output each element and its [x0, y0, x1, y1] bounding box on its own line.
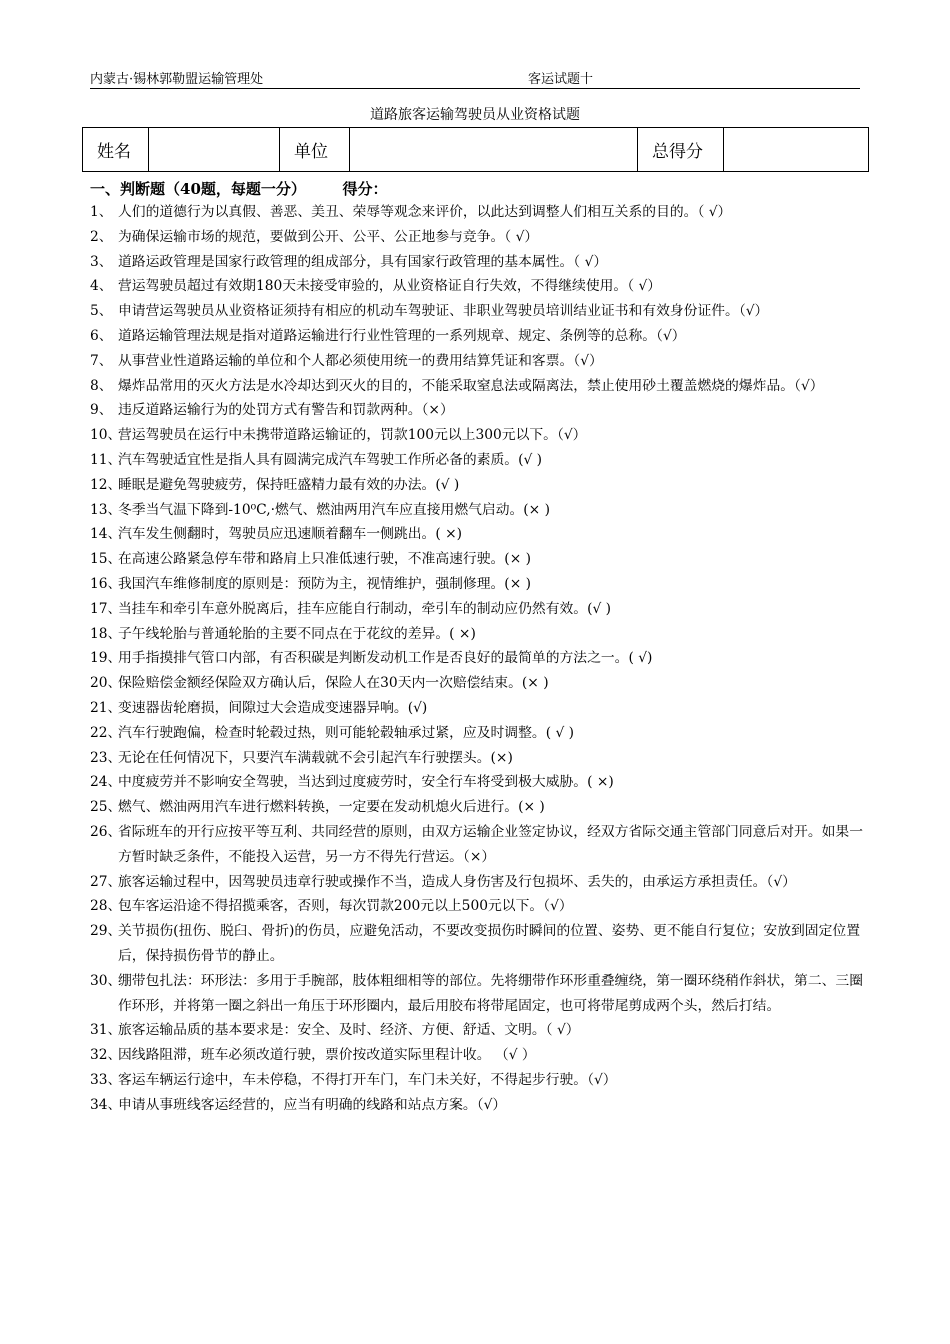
question-number: 7、	[90, 352, 113, 369]
question-item	[90, 398, 870, 423]
question-number: 9、	[90, 402, 113, 419]
question-item	[90, 1068, 870, 1093]
question-text: 道路运政管理是国家行政管理的组成部分，具有国家行政管理的基本属性。（ √）	[118, 253, 608, 270]
question-text: 从事营业性道路运输的单位和个人都必须使用统一的费用结算凭证和客票。（√）	[118, 352, 603, 369]
question-text: 旅客运输品质的基本要求是：安全、及时、经济、方便、舒适、文明。（ √）	[118, 1022, 580, 1039]
question-text: 营运驾驶员在运行中未携带道路运输证的，罚款100元以上300元以下。（√）	[118, 427, 587, 444]
question-text: 子午线轮胎与普通轮胎的主要不同点在于花纹的差异。( ×)	[118, 625, 476, 642]
question-item	[90, 820, 870, 870]
question-number: 4、	[90, 278, 113, 295]
question-text: 冬季当气温下降到-10⁰C,·燃气、燃油两用汽车应直接用燃气启动。(× )	[118, 501, 551, 518]
question-text: 汽车驾驶适宜性是指人具有圆满完成汽车驾驶工作所必备的素质。(√ )	[118, 451, 543, 468]
question-item	[90, 919, 870, 969]
question-text: 汽车行驶跑偏，检查时轮毂过热，则可能轮毂轴承过紧，应及时调整。( √ )	[118, 724, 575, 741]
question-text: 汽车发生侧翻时，驾驶员应迅速顺着翻车一侧跳出。( ×)	[118, 526, 463, 543]
question-number: 30、	[90, 972, 122, 989]
question-text: 包车客运沿途不得招揽乘客，否则，每次罚款200元以上500元以下。（√）	[118, 898, 573, 915]
unit-label: 单位	[280, 128, 350, 172]
question-number: 16、	[90, 575, 122, 592]
question-item	[90, 746, 870, 771]
question-list	[90, 200, 870, 1117]
question-number: 2、	[90, 228, 113, 245]
question-text: 用手指摸排气管口内部，有否积碳是判断发动机工作是否良好的最简单的方法之一。( √)	[118, 650, 653, 667]
question-text: 违反道路运输行为的处罚方式有警告和罚款两种。（×）	[118, 402, 454, 419]
question-number: 22、	[90, 724, 122, 741]
question-number: 10、	[90, 427, 122, 444]
question-item	[90, 696, 870, 721]
question-text: 保险赔偿金额经保险双方确认后，保险人在30天内一次赔偿结束。(× )	[118, 675, 549, 692]
header-organization: 内蒙古·锡林郭勒盟运输管理处	[90, 72, 264, 87]
question-item	[90, 423, 870, 448]
question-item	[90, 671, 870, 696]
question-text: 申请营运驾驶员从业资格证须持有相应的机动车驾驶证、非职业驾驶员培训结业证书和有效身份证件。（√）	[118, 303, 769, 320]
document-title: 道路旅客运输驾驶员从业资格试题	[370, 107, 580, 123]
question-text: 营运驾驶员超过有效期180天未接受审验的，从业资格证自行失效，不得继续使用。（ √）	[118, 278, 662, 295]
question-item	[90, 498, 870, 523]
question-text: 因线路阻滞，班车必须改道行驶，票价按改道实际里程计收。 （√ ）	[118, 1047, 536, 1064]
question-item	[90, 299, 870, 324]
question-number: 14、	[90, 526, 122, 543]
question-item	[90, 894, 870, 919]
question-text: 人们的道德行为以真假、善恶、美丑、荣辱等观念来评价，以此达到调整人们相互关系的目的。（ √）	[118, 204, 732, 220]
question-number: 8、	[90, 377, 113, 394]
question-text: 道路运输管理法规是指对道路运输进行行业性管理的一系列规章、规定、条例等的总称。（√）	[118, 327, 686, 344]
question-number: 18、	[90, 625, 122, 642]
question-number: 28、	[90, 898, 122, 915]
page-header	[90, 66, 860, 89]
header-exam-label: 客运试题十	[528, 72, 594, 87]
question-item	[90, 795, 870, 820]
total-score-label: 总得分	[638, 128, 724, 172]
question-number: 15、	[90, 551, 122, 568]
question-item	[90, 473, 870, 498]
question-item	[90, 349, 870, 374]
question-text: 在高速公路紧急停车带和路肩上只准低速行驶，不准高速行驶。(× )	[118, 551, 532, 568]
question-number: 27、	[90, 873, 122, 890]
question-number: 6、	[90, 327, 113, 344]
question-item	[90, 597, 870, 622]
question-text: 客运车辆运行途中，车未停稳，不得打开车门，车门未关好，不得起步行驶。（√）	[118, 1071, 617, 1088]
question-number: 1、	[90, 204, 113, 220]
question-item	[90, 225, 870, 250]
question-number: 26、	[90, 823, 122, 840]
question-number: 19、	[90, 650, 122, 667]
question-item	[90, 1018, 870, 1043]
name-label: 姓名	[83, 128, 149, 172]
question-item	[90, 646, 870, 671]
question-text: 变速器齿轮磨损，间隙过大会造成变速器异响。(√)	[118, 699, 428, 716]
question-text: 爆炸品常用的灭火方法是水冷却达到灭火的目的，不能采取窒息法或隔离法，禁止使用砂土覆盖燃烧的爆炸品。（√）	[118, 377, 824, 394]
question-number: 33、	[90, 1071, 122, 1088]
question-text: 为确保运输市场的规范，要做到公开、公平、公正地参与竞争。（ √）	[118, 228, 539, 245]
question-number: 13、	[90, 501, 122, 518]
question-item	[90, 572, 870, 597]
section-score-label: 得分：	[342, 180, 388, 198]
question-text: 当挂车和牵引车意外脱离后，挂车应能自行制动，牵引车的制动应仍然有效。(√ )	[118, 600, 612, 617]
question-item	[90, 200, 870, 225]
question-number: 12、	[90, 476, 122, 493]
question-number: 32、	[90, 1047, 122, 1064]
question-item	[90, 547, 870, 572]
question-number: 23、	[90, 749, 122, 766]
question-item	[90, 622, 870, 647]
section-title: 一、判断题（40题，每题一分）	[90, 180, 306, 198]
question-number: 17、	[90, 600, 122, 617]
question-item	[90, 374, 870, 399]
question-item	[90, 721, 870, 746]
unit-field[interactable]	[350, 128, 638, 172]
question-item	[90, 274, 870, 299]
question-item	[90, 250, 870, 275]
question-text: 省际班车的开行应按平等互利、共同经营的原则，由双方运输企业签定协议，经双方省际交通主管部门同意后对开。如果一方暂时缺乏条件，不能投入运营，另一方不得先行营运。（×）	[118, 823, 864, 865]
question-item	[90, 1093, 870, 1118]
question-number: 11、	[90, 451, 122, 468]
question-number: 25、	[90, 799, 122, 816]
question-text: 燃气、燃油两用汽车进行燃料转换，一定要在发动机熄火后进行。(× )	[118, 799, 545, 816]
question-item	[90, 770, 870, 795]
question-item	[90, 448, 870, 473]
question-number: 24、	[90, 774, 122, 791]
question-text: 申请从事班线客运经营的，应当有明确的线路和站点方案。（√）	[118, 1096, 507, 1113]
question-item	[90, 522, 870, 547]
question-number: 3、	[90, 253, 113, 270]
question-number: 34、	[90, 1096, 122, 1113]
question-text: 睡眠是避免驾驶疲劳，保持旺盛精力最有效的办法。(√ )	[118, 476, 460, 493]
question-number: 31、	[90, 1022, 122, 1039]
question-text: 我国汽车维修制度的原则是：预防为主，视情维护，强制修理。(× )	[118, 575, 532, 592]
question-item	[90, 1043, 870, 1068]
question-text: 关节损伤(扭伤、脱臼、骨折)的伤员，应避免活动，不要改变损伤时瞬间的位置、姿势、更不能自行复位；安放到固定位置后，保持损伤骨节的静止。	[118, 923, 860, 964]
question-text: 无论在任何情况下，只要汽车满载就不会引起汽车行驶摆头。(×)	[118, 749, 513, 766]
question-item	[90, 969, 870, 1019]
section-heading	[90, 178, 387, 199]
question-number: 20、	[90, 675, 122, 692]
question-text: 中度疲劳并不影响安全驾驶，当达到过度疲劳时，安全行车将受到极大威胁。( ×)	[118, 774, 614, 791]
question-number: 5、	[90, 303, 113, 320]
name-field[interactable]	[149, 128, 280, 172]
question-text: 绷带包扎法：环形法：多用于手腕部，肢体粗细相等的部位。先将绷带作环形重叠缠绕，第一圈环绕稍作斜状，第二、三圈作环形，并将第一圈之斜出一角压于环形圈内，最后用胶布将带尾固定，也可将带尾剪成两个头，然后打结。	[118, 972, 864, 1014]
total-score-field[interactable]	[724, 128, 869, 172]
question-item	[90, 324, 870, 349]
question-item	[90, 870, 870, 895]
question-number: 21、	[90, 699, 122, 716]
candidate-info-table	[82, 127, 869, 172]
question-number: 29、	[90, 923, 122, 940]
question-text: 旅客运输过程中，因驾驶员违章行驶或操作不当，造成人身伤害及行包损坏、丢失的，由承运方承担责任。（√）	[118, 873, 796, 890]
